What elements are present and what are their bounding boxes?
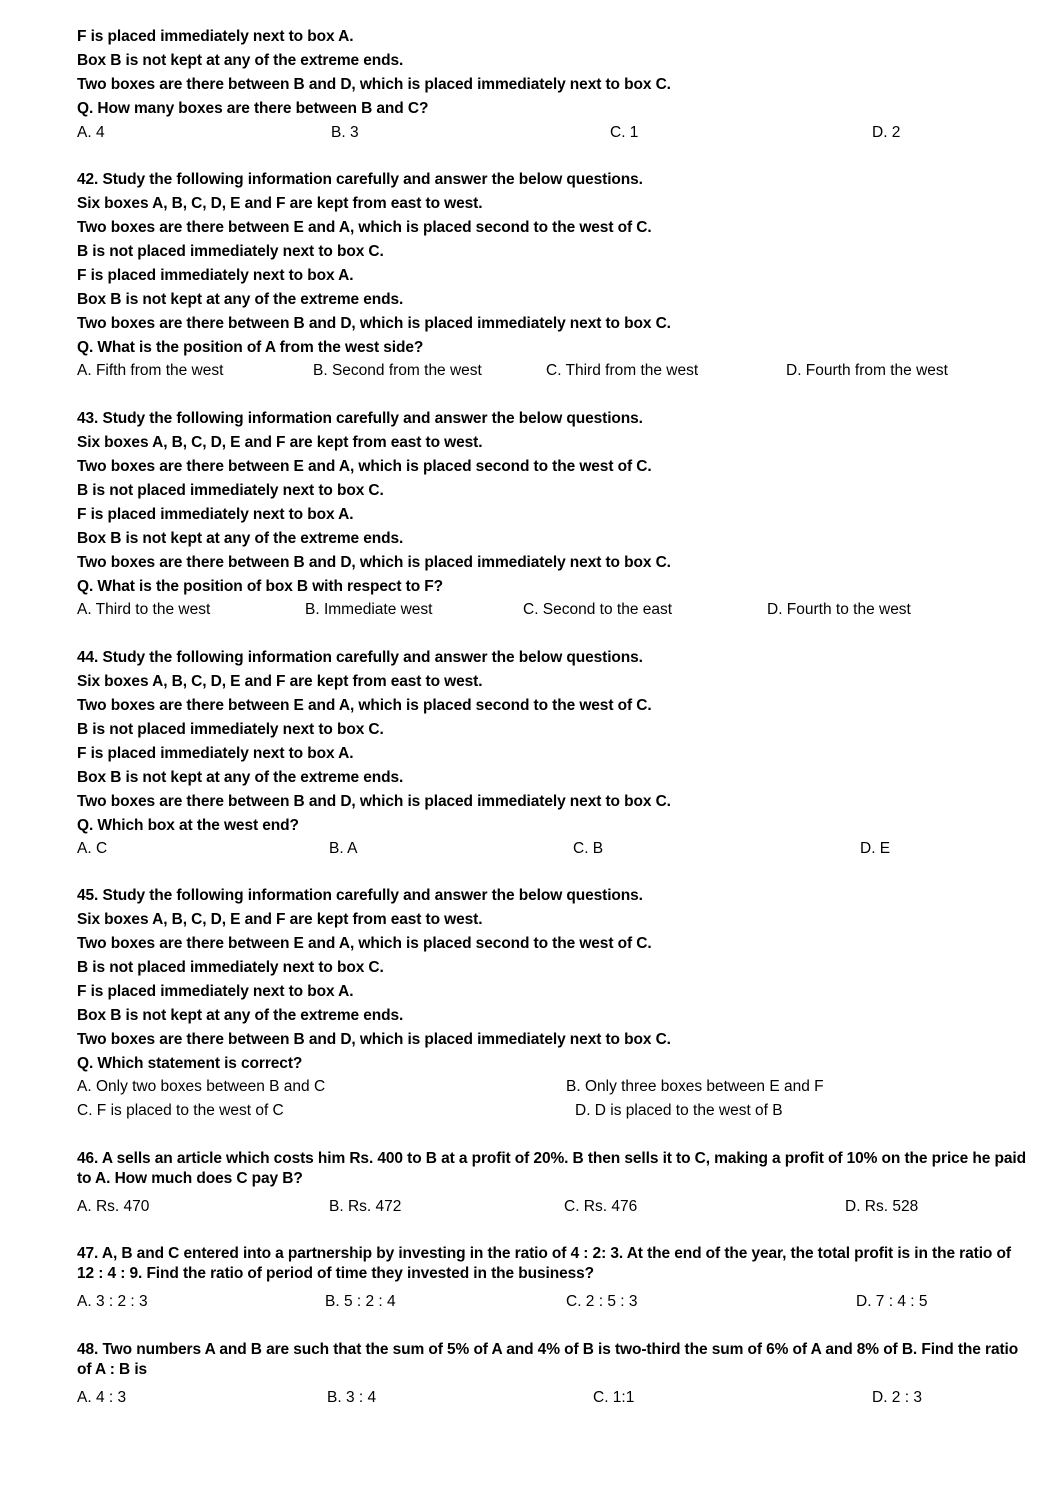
question-45-line: Two boxes are there between B and D, which is placed immediately next to box C. (77, 1031, 671, 1048)
question-45-option-c: C. F is placed to the west of C (77, 1102, 284, 1119)
question-43-option-a: A. Third to the west (77, 601, 211, 618)
question-42-line: B is not placed immediately next to box C. (77, 243, 384, 260)
question-45-line: Two boxes are there between E and A, which is placed second to the west of C. (77, 935, 652, 952)
question-44-line: Box B is not kept at any of the extreme ends. (77, 769, 404, 786)
question-48-text: 48. Two numbers A and B are such that the sum of 5% of A and 4% of B is two-third the sum of 6% of A and 8% of B. Find the ratio of A : B is (77, 1341, 1019, 1378)
question-41-option-a: A. 4 (77, 124, 105, 141)
question-43-title: 43. Study the following information carefully and answer the below questions. (77, 410, 643, 427)
question-42-line: Six boxes A, B, C, D, E and F are kept from east to west. (77, 195, 483, 212)
question-45-title: 45. Study the following information carefully and answer the below questions. (77, 887, 643, 904)
question-42-line: Box B is not kept at any of the extreme ends. (77, 291, 404, 308)
question-46-option-d: D. Rs. 528 (845, 1198, 919, 1215)
question-44-title: 44. Study the following information carefully and answer the below questions. (77, 649, 643, 666)
question-47-option-c: C. 2 : 5 : 3 (566, 1293, 638, 1310)
question-48-option-c: C. 1:1 (593, 1389, 635, 1406)
question-45-option-d: D. D is placed to the west of B (575, 1102, 783, 1119)
question-42-option-a: A. Fifth from the west (77, 362, 224, 379)
question-46-option-c: C. Rs. 476 (564, 1198, 638, 1215)
question-47-option-a: A. 3 : 2 : 3 (77, 1293, 148, 1310)
question-44-prompt: Q. Which box at the west end? (77, 817, 299, 834)
question-41-line: F is placed immediately next to box A. (77, 28, 354, 45)
question-44-option-c: C. B (573, 840, 604, 857)
question-44-line: Six boxes A, B, C, D, E and F are kept from east to west. (77, 673, 483, 690)
question-43-option-b: B. Immediate west (305, 601, 433, 618)
question-47-option-d: D. 7 : 4 : 5 (856, 1293, 928, 1310)
question-44-option-b: B. A (329, 840, 358, 857)
question-48-option-b: B. 3 : 4 (327, 1389, 377, 1406)
question-43-line: Six boxes A, B, C, D, E and F are kept from east to west. (77, 434, 483, 451)
question-45-prompt: Q. Which statement is correct? (77, 1055, 303, 1072)
question-47-option-b: B. 5 : 2 : 4 (325, 1293, 396, 1310)
question-42-title: 42. Study the following information carefully and answer the below questions. (77, 171, 643, 188)
question-42-line: Two boxes are there between B and D, which is placed immediately next to box C. (77, 315, 671, 332)
question-43-prompt: Q. What is the position of box B with respect to F? (77, 578, 444, 595)
question-48-option-a: A. 4 : 3 (77, 1389, 127, 1406)
question-45-line: Six boxes A, B, C, D, E and F are kept from east to west. (77, 911, 483, 928)
question-43-option-d: D. Fourth to the west (767, 601, 911, 618)
question-46-option-a: A. Rs. 470 (77, 1198, 150, 1215)
question-47-text: 47. A, B and C entered into a partnership by investing in the ratio of 4 : 2: 3. At the end of the year, the total profit is in the ratio of 12 : 4 : 9. Find the ratio of period of time they invested in the business? (77, 1245, 1011, 1282)
question-44-line: Two boxes are there between B and D, which is placed immediately next to box C. (77, 793, 671, 810)
question-45-line: B is not placed immediately next to box C. (77, 959, 384, 976)
question-41-option-b: B. 3 (331, 124, 359, 141)
question-48-option-d: D. 2 : 3 (872, 1389, 922, 1406)
question-43-line: Two boxes are there between B and D, which is placed immediately next to box C. (77, 554, 671, 571)
question-45-line: F is placed immediately next to box A. (77, 983, 354, 1000)
question-41-line: Two boxes are there between B and D, which is placed immediately next to box C. (77, 76, 671, 93)
question-44-line: F is placed immediately next to box A. (77, 745, 354, 762)
question-43-line: Box B is not kept at any of the extreme ends. (77, 530, 404, 547)
question-42-option-c: C. Third from the west (546, 362, 699, 379)
question-43-option-c: C. Second to the east (523, 601, 673, 618)
question-45-option-b: B. Only three boxes between E and F (566, 1078, 824, 1095)
question-45-option-a: A. Only two boxes between B and C (77, 1078, 326, 1095)
question-41-option-d: D. 2 (872, 124, 901, 141)
question-43-line: B is not placed immediately next to box C. (77, 482, 384, 499)
question-46-text: 46. A sells an article which costs him Rs. 400 to B at a profit of 20%. B then sells it to C, making a profit of 10% on the price he paid to A. How much does C pay B? (77, 1150, 1026, 1187)
question-42-option-d: D. Fourth from the west (786, 362, 948, 379)
question-44-line: Two boxes are there between E and A, which is placed second to the west of C. (77, 697, 652, 714)
question-42-line: F is placed immediately next to box A. (77, 267, 354, 284)
question-43-line: F is placed immediately next to box A. (77, 506, 354, 523)
question-41-line: Box B is not kept at any of the extreme ends. (77, 52, 404, 69)
question-42-option-b: B. Second from the west (313, 362, 482, 379)
question-44-option-a: A. C (77, 840, 108, 857)
question-41-option-c: C. 1 (610, 124, 639, 141)
question-46-option-b: B. Rs. 472 (329, 1198, 402, 1215)
question-45-line: Box B is not kept at any of the extreme ends. (77, 1007, 404, 1024)
question-43-line: Two boxes are there between E and A, which is placed second to the west of C. (77, 458, 652, 475)
question-41-prompt: Q. How many boxes are there between B and C? (77, 100, 429, 117)
question-42-prompt: Q. What is the position of A from the west side? (77, 339, 424, 356)
question-44-line: B is not placed immediately next to box C. (77, 721, 384, 738)
question-44-option-d: D. E (860, 840, 891, 857)
question-42-line: Two boxes are there between E and A, which is placed second to the west of C. (77, 219, 652, 236)
